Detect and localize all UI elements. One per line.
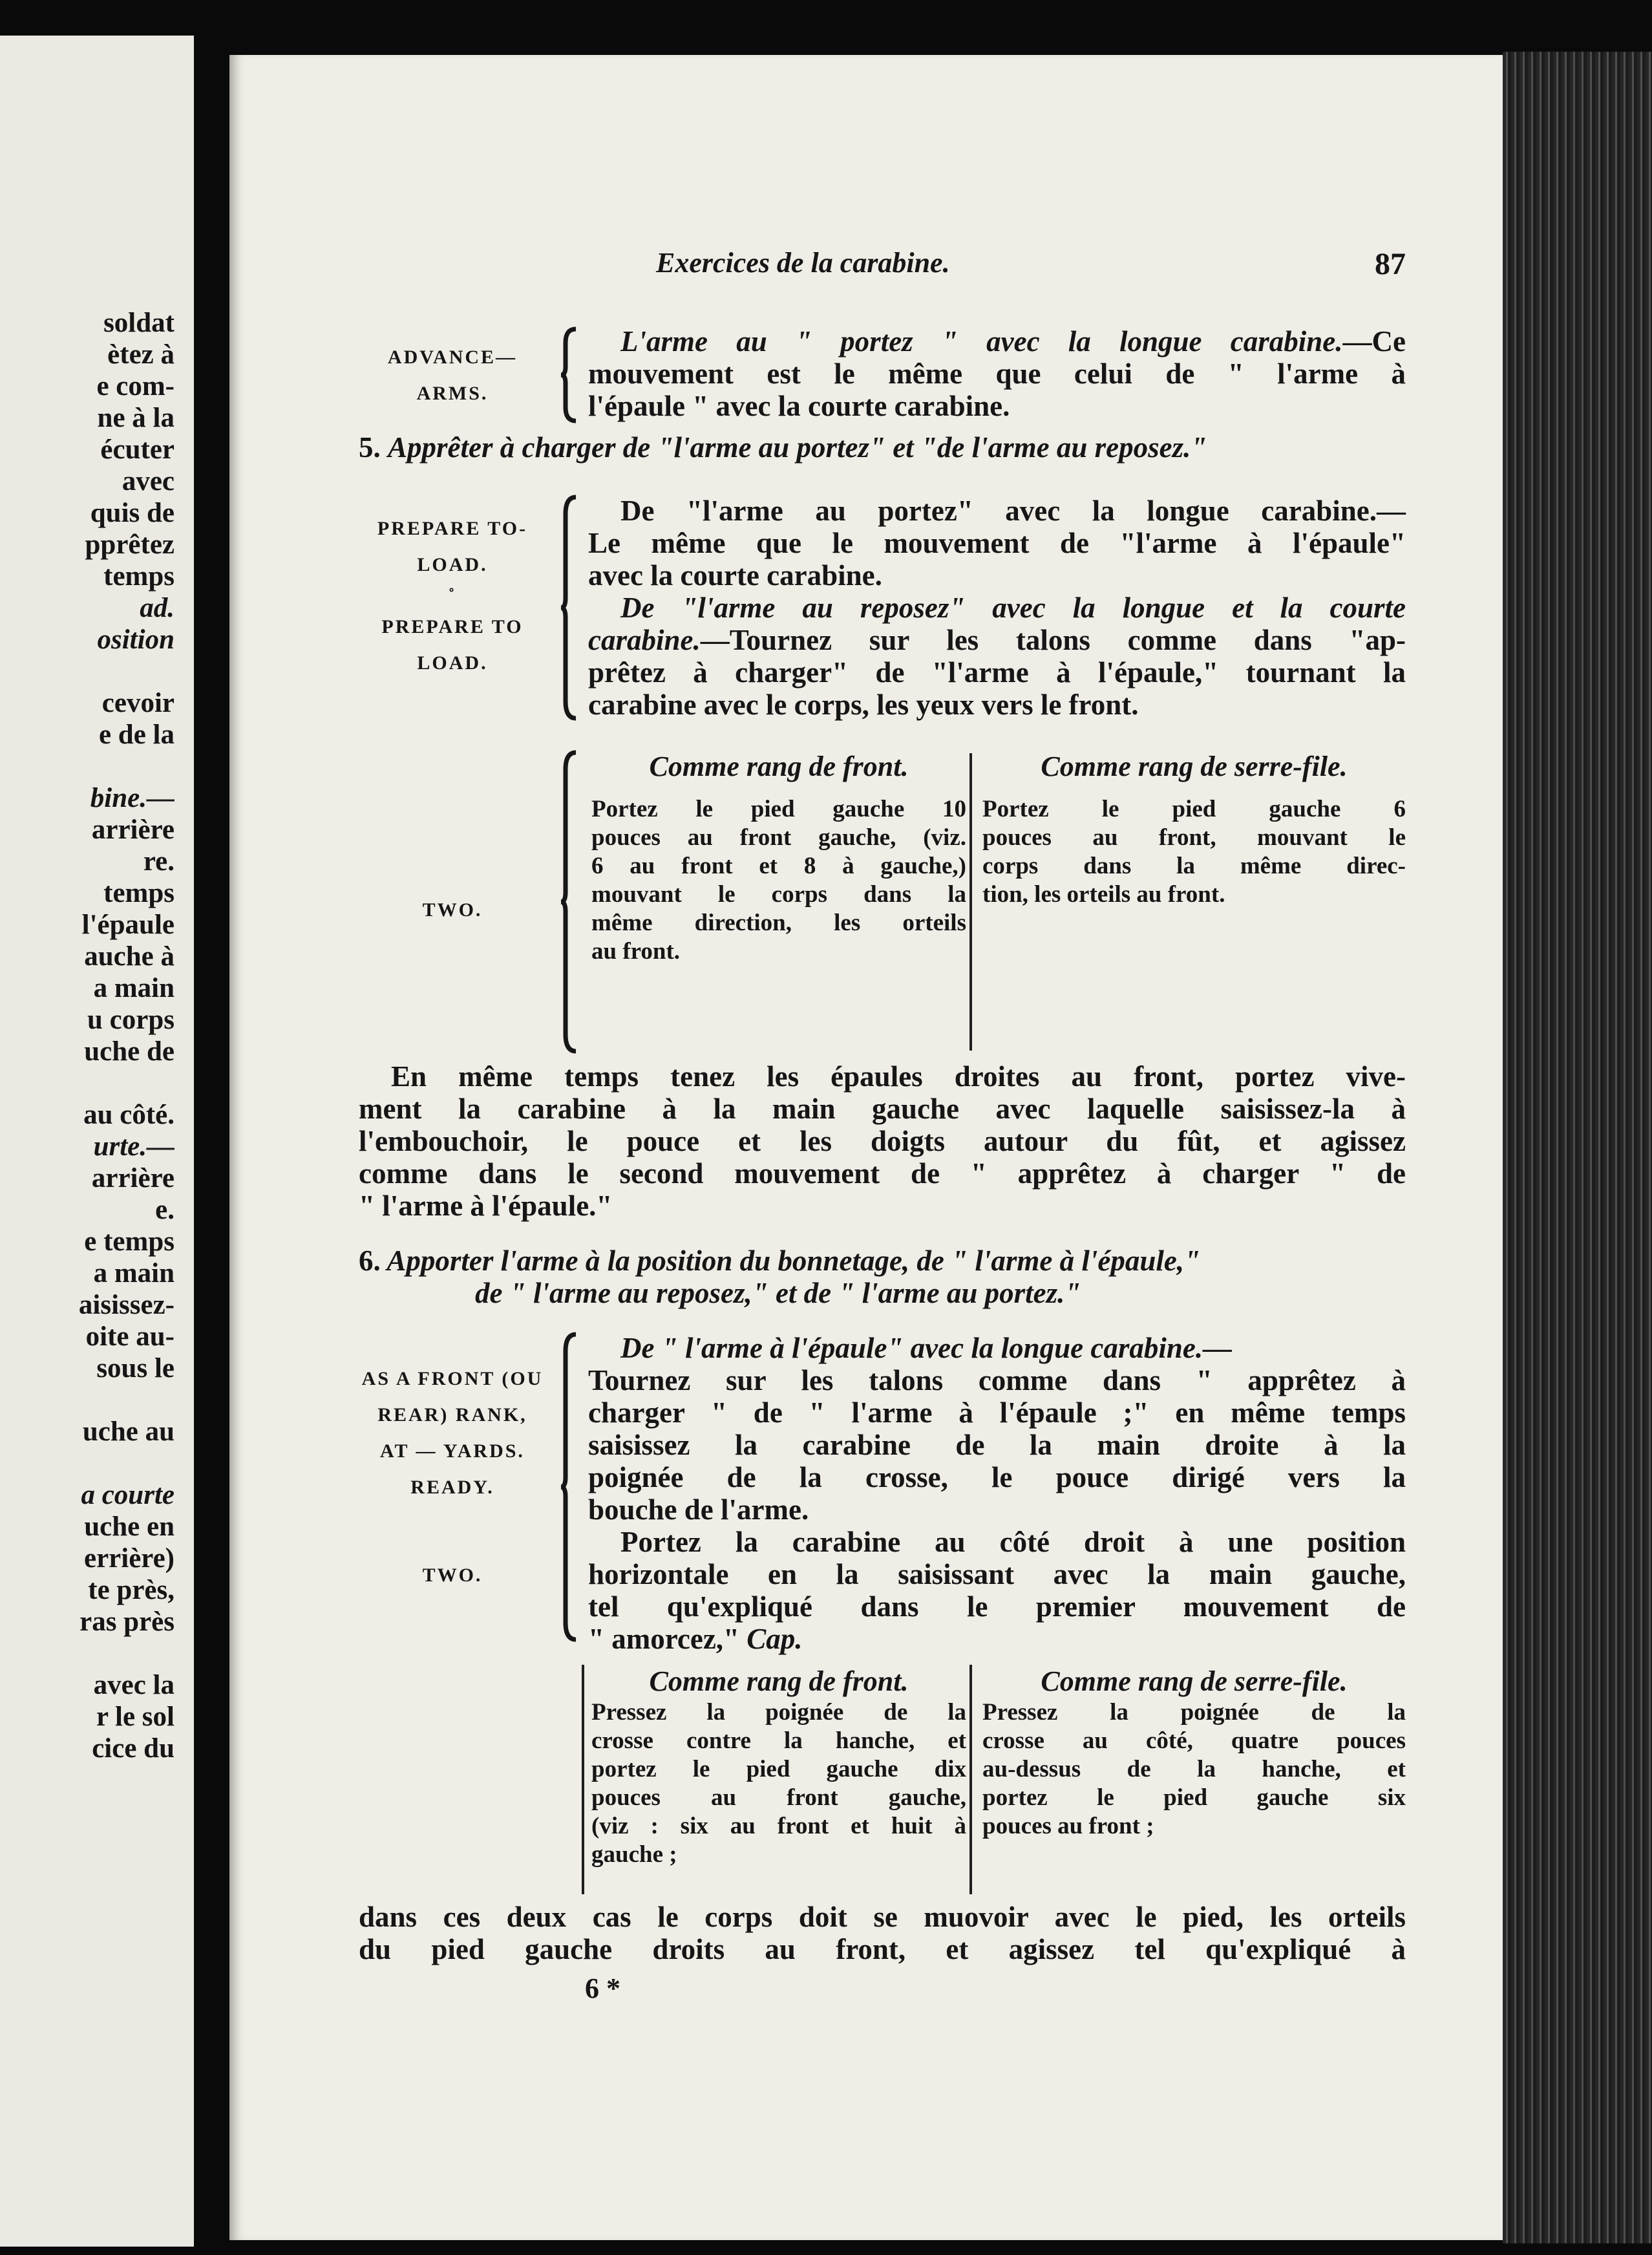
running-title: Exercices de la carabine.	[656, 247, 950, 279]
column-line: pouces au front gauche, (viz.	[591, 824, 966, 851]
left-page-line: ad.	[140, 593, 175, 623]
left-page-line: avec la	[93, 1670, 175, 1700]
column-line: (viz : six au front et huit à	[591, 1813, 966, 1839]
left-page-line: errière)	[83, 1543, 175, 1574]
left-page-line: oite au-	[85, 1321, 175, 1352]
left-page-line: quis de	[90, 498, 175, 528]
left-page-line: u corps	[87, 1005, 175, 1035]
right-page	[229, 55, 1503, 2240]
left-page-line: l'épaule	[81, 910, 175, 940]
left-page-line: e.	[155, 1195, 175, 1225]
column-line: portez le pied gauche six	[982, 1784, 1406, 1811]
column-line: pouces au front ;	[982, 1813, 1154, 1839]
column-line: Portez le pied gauche 10	[591, 796, 966, 822]
left-page-line: a main	[93, 1258, 175, 1288]
two-2-front-rank: Comme rang de front. Pressez la poignée de la crosse contre la hanche, et portez le pied gauche dix pouces au front gauche, (viz : six au front et huit à gauche ;	[591, 1665, 966, 1868]
left-page-line: arrière	[91, 815, 175, 845]
left-page-line: arrière	[91, 1163, 175, 1193]
left-page-line: temps	[103, 878, 175, 908]
left-page-line: au côté.	[83, 1100, 175, 1130]
advance-text: L'arme au " portez " avec la longue carabine.—Ce mouvement est le même que celui de " l'arme à l'épaule " avec la courte carabine.	[588, 325, 1406, 422]
paragraph-en-meme-temps	[359, 1060, 1406, 1222]
column-line: au-dessus de la hanche, et	[982, 1756, 1406, 1782]
section-6-heading-2: de " l'arme au reposez," et de " l'arme au portez."	[475, 1277, 1081, 1309]
left-page-line: osition	[97, 625, 175, 655]
ready-text: De " l'arme à l'épaule" avec la longue carabine.— Tournez sur les talons comme dans " apprêtez à charger " de " l'arme à l'épaule ;" en même temps saisissez la carabine de la main droite à la poignée de la crosse, le pouce dirigé vers la bouche de l'arme. Portez la carabine au côté droit à une position horizontale en la saisissant avec la main gauche, tel qu'expliqué dans le premier mouvement de " amorcez," Cap.	[588, 1332, 1406, 1655]
left-page-line: uche de	[84, 1036, 175, 1067]
column-divider	[969, 753, 972, 1051]
prepare-command: PREPARE TO- LOAD. ˚ PREPARE TO LOAD.	[377, 518, 528, 674]
column-line: Pressez la poignée de la	[591, 1699, 966, 1726]
left-page-line: sous le	[96, 1353, 175, 1384]
left-page-line: urte.—	[93, 1131, 175, 1162]
section-6-heading: 6. Apporter l'arme à la position du bonnetage, de " l'arme à l'épaule,"	[359, 1245, 1201, 1277]
column-divider	[969, 1665, 972, 1894]
prepare-text: De "l'arme au portez" avec la longue carabine.— Le même que le mouvement de "l'arme à l'épaule" avec la courte carabine. De "l'arme au reposez" avec la longue et la courte carabine.—Tournez sur les talons comme dans "ap- prêtez à charger" de "l'arme à l'épaule," tournant la carabine avec le corps, les yeux vers le front.	[588, 495, 1406, 721]
book-page-edges	[1503, 52, 1652, 2243]
left-page-line	[0, 656, 175, 687]
left-page-line: ètez à	[107, 339, 175, 370]
left-page-line: cice du	[92, 1733, 175, 1764]
column-line: Portez le pied gauche 6	[982, 796, 1406, 822]
paragraph-line: ment la carabine à la main gauche avec laquelle saisissez-la à	[359, 1093, 1406, 1125]
left-page-line: auche à	[84, 941, 175, 972]
brace-advance	[559, 326, 578, 423]
left-page-line: re.	[143, 846, 175, 877]
left-page-line	[0, 751, 175, 782]
column-line: mouvant le corps dans la	[591, 881, 966, 908]
left-page-line: te près,	[88, 1575, 175, 1605]
signature-mark: 6 *	[585, 1972, 620, 2004]
column-line: crosse au côté, quatre pouces	[982, 1727, 1406, 1754]
left-page-line: a courte	[81, 1480, 175, 1510]
paragraph-line: " l'arme à l'épaule."	[359, 1190, 613, 1222]
left-page-line: avec	[122, 466, 175, 497]
column-line: même direction, les orteils	[591, 910, 966, 936]
left-page-line: ras près	[79, 1607, 175, 1637]
paragraph-line: comme dans le second mouvement de " apprêtez à charger " de	[359, 1157, 1406, 1190]
left-page-line: e temps	[84, 1226, 175, 1257]
left-page-line	[0, 1067, 175, 1099]
left-page-line: soldat	[103, 308, 175, 338]
column-line: au front.	[591, 938, 681, 965]
brace-prepare	[559, 495, 578, 721]
left-page-line: uche en	[84, 1512, 175, 1542]
left-page-line: pprêtez	[85, 529, 175, 560]
two-1-front-rank: Comme rang de front. Portez le pied gauche 10 pouces au front gauche, (viz. 6 au front et 8 à gauche,) mouvant le corps dans la même direction, les orteils au front.	[591, 751, 966, 965]
command-label: ARMS.	[416, 383, 489, 404]
left-page-line: temps	[103, 561, 175, 592]
column-divider-left	[582, 1665, 584, 1894]
paragraph-line: En même temps tenez les épaules droites au front, portez vive-	[391, 1060, 1406, 1093]
column-line: pouces au front gauche,	[591, 1784, 966, 1811]
section-5-heading: 5. Apprêter à charger de "l'arme au portez" et "de l'arme au reposez."	[359, 431, 1207, 464]
left-page-line: cevoir	[101, 688, 175, 718]
column-line: tion, les orteils au front.	[982, 881, 1225, 908]
two-1-rear-rank: Comme rang de serre-file. Portez le pied gauche 6 pouces au front, mouvant le corps dans la même direc- tion, les orteils au front.	[982, 751, 1406, 908]
brace-ready	[559, 1332, 578, 1642]
command-label: ADVANCE—	[387, 347, 518, 368]
left-page-line: aisissez-	[78, 1290, 175, 1320]
column-line: crosse contre la hanche, et	[591, 1727, 966, 1754]
left-page-line	[0, 1384, 175, 1416]
page-number: 87	[1375, 247, 1406, 281]
final-paragraph: dans ces deux cas le corps doit se muovoir avec le pied, les orteils du pied gauche droits au front, et agissez tel qu'expliqué à	[359, 1901, 1406, 1965]
left-page-line: ne à la	[97, 403, 175, 433]
left-page-line: a main	[93, 973, 175, 1003]
column-line: pouces au front, mouvant le	[982, 824, 1406, 851]
paragraph-line: l'embouchoir, le pouce et les doigts autour du fût, et agissez	[359, 1125, 1406, 1157]
left-page-line	[0, 1448, 175, 1479]
advance-command	[359, 339, 546, 412]
left-page-fragment	[0, 36, 194, 2247]
left-page-line	[0, 1638, 175, 1669]
two-command-1: TWO.	[422, 899, 483, 921]
column-line: 6 au front et 8 à gauche,)	[591, 853, 966, 879]
running-head	[359, 246, 1406, 285]
column-line: portez le pied gauche dix	[591, 1756, 966, 1782]
left-page-line: bine.—	[90, 783, 175, 813]
ready-command: AS A FRONT (OU REAR) RANK, AT — YARDS. READY. TWO.	[361, 1368, 544, 1586]
left-page-line: écuter	[100, 434, 175, 465]
left-page-text	[0, 307, 175, 1764]
column-line: Pressez la poignée de la	[982, 1699, 1406, 1726]
two-2-rear-rank: Comme rang de serre-file. Pressez la poignée de la crosse au côté, quatre pouces au-dessus de la hanche, et portez le pied gauche six pouces au front ;	[982, 1665, 1406, 1839]
column-line: gauche ;	[591, 1841, 677, 1868]
left-page-line: r le sol	[96, 1702, 175, 1732]
column-line: corps dans la même direc-	[982, 853, 1406, 879]
left-page-line: uche au	[82, 1416, 175, 1447]
brace-two-1	[559, 750, 578, 1054]
left-page-line: e de la	[98, 720, 175, 750]
left-page-line: e com-	[96, 371, 175, 401]
